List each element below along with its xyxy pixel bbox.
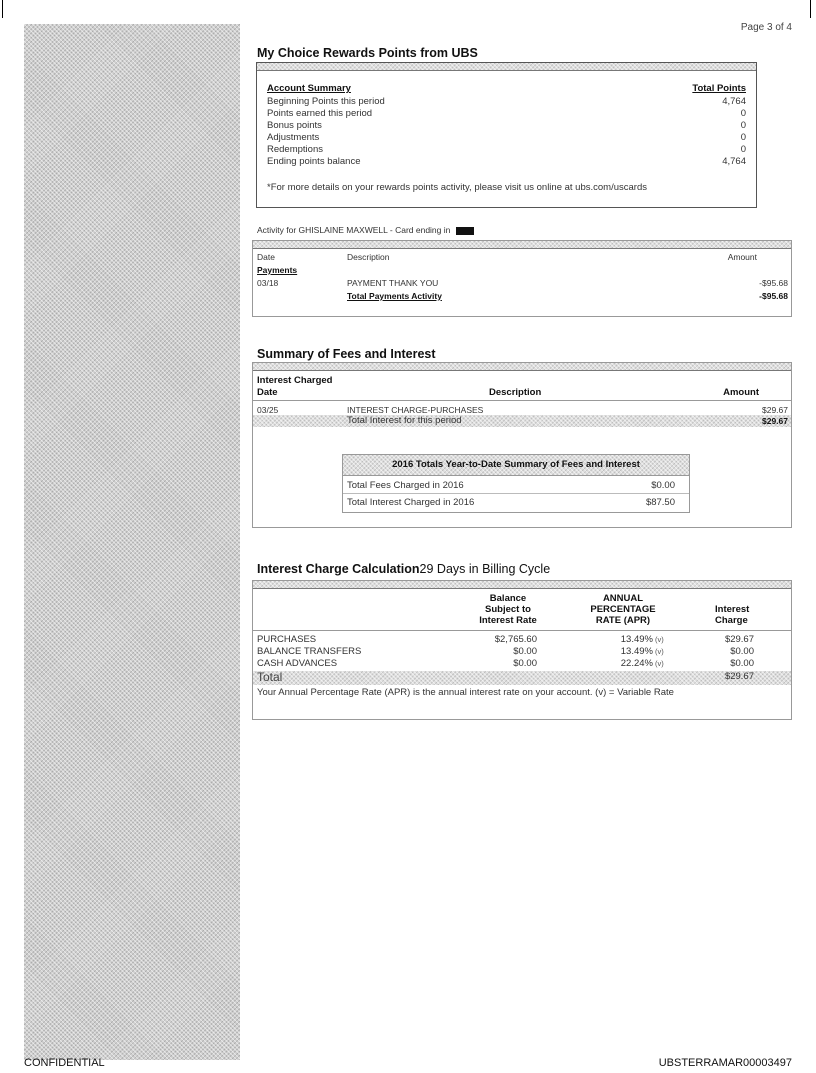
activity-total-label: Total Payments Activity <box>347 291 442 301</box>
calc-total-band <box>253 671 791 685</box>
calc-row-label: CASH ADVANCES <box>257 658 338 669</box>
fees-group-label: Interest Charged <box>257 375 333 386</box>
rewards-header-left: Account Summary <box>267 83 351 94</box>
fees-box <box>252 362 792 528</box>
col-charge-line: Charge <box>715 615 748 626</box>
activity-caption <box>257 225 474 235</box>
fees-header-divider <box>253 400 791 401</box>
rewards-row-label: Ending points balance <box>267 156 361 167</box>
calc-row-apr: 22.24% <box>620 658 653 669</box>
activity-box <box>252 240 792 317</box>
activity-header-bar <box>253 241 791 249</box>
calc-row-balance: $0.00 <box>513 646 537 657</box>
calc-row-label: PURCHASES <box>257 634 317 645</box>
activity-row-amount: -$95.68 <box>759 278 788 288</box>
ytd-divider <box>343 493 689 494</box>
fees-col-date: Date <box>257 387 278 398</box>
rewards-row-label: Redemptions <box>267 144 323 155</box>
footer-bates-number: UBSTERRAMAR00003497 <box>658 1057 792 1069</box>
redacted-card-number <box>456 227 474 235</box>
rewards-row-label: Points earned this period <box>267 108 373 119</box>
ytd-row-label: Total Interest Charged in 2016 <box>347 497 475 508</box>
activity-section-payments: Payments <box>257 265 298 275</box>
col-balance-line: Interest Rate <box>479 615 537 626</box>
calc-row-apr: 13.49% <box>620 646 653 657</box>
rewards-box <box>256 62 757 208</box>
rewards-row-value: 0 <box>740 144 746 155</box>
fees-title: Summary of Fees and Interest <box>257 347 436 361</box>
interest-calc-box <box>252 580 792 720</box>
fees-row-date: 03/25 <box>257 405 279 415</box>
rewards-title: My Choice Rewards Points from UBS <box>257 46 478 60</box>
calc-row-charge: $0.00 <box>730 646 754 657</box>
page-number: Page 3 of 4 <box>740 22 792 33</box>
col-balance-header <box>463 593 553 626</box>
footer-confidential: CONFIDENTIAL <box>24 1057 105 1069</box>
calc-total-label: Total <box>257 670 283 684</box>
fees-row-amount: $29.67 <box>762 405 788 415</box>
calc-row-label: BALANCE TRANSFERS <box>257 646 362 657</box>
col-apr-line: ANNUAL <box>602 593 644 604</box>
rewards-row-value: 4,764 <box>722 156 746 167</box>
calc-row-charge: $0.00 <box>730 658 754 669</box>
interest-calc-subtitle: 29 Days in Billing Cycle <box>419 562 551 576</box>
rewards-row-label: Bonus points <box>267 120 322 131</box>
side-panel-pattern <box>24 24 240 1060</box>
rewards-row-label: Adjustments <box>267 132 320 143</box>
ytd-row-value: $0.00 <box>651 480 675 491</box>
right-edge-mark <box>810 0 811 18</box>
col-apr-line: RATE (APR) <box>595 615 651 626</box>
rewards-row-value: 0 <box>740 108 746 119</box>
fees-row-description: INTEREST CHARGE-PURCHASES <box>347 405 484 415</box>
rewards-row-value: 0 <box>740 120 746 131</box>
interest-calc-header-bar <box>253 581 791 589</box>
interest-calc-title-line <box>257 562 550 576</box>
rewards-note: *For more details on your rewards points activity, please visit us online at ubs.com/uscards <box>267 182 647 193</box>
interest-calc-title: Interest Charge Calculation <box>257 562 420 576</box>
interest-calc-header-divider <box>253 630 791 631</box>
fees-total-amount: $29.67 <box>762 416 788 426</box>
calc-row-balance: $0.00 <box>513 658 537 669</box>
col-apr-line: PERCENTAGE <box>590 604 656 615</box>
activity-col-description: Description <box>347 252 390 262</box>
fees-total-label: Total Interest for this period <box>347 415 462 426</box>
activity-col-amount: Amount <box>727 252 757 262</box>
col-balance-line: Subject to <box>485 604 531 615</box>
activity-col-date: Date <box>257 252 275 262</box>
calc-total-charge: $29.67 <box>724 671 754 682</box>
calc-row-flag: (v) <box>655 659 664 668</box>
fees-col-description: Description <box>489 387 542 398</box>
activity-row-date: 03/18 <box>257 278 279 288</box>
activity-total-amount: -$95.68 <box>759 291 788 301</box>
left-edge-mark <box>2 0 3 18</box>
fees-total-band <box>253 415 791 427</box>
rewards-row-label: Beginning Points this period <box>267 96 385 107</box>
col-charge-header <box>715 604 749 626</box>
rewards-row-value: 0 <box>740 132 746 143</box>
ytd-summary-box <box>342 454 690 513</box>
activity-row-description: PAYMENT THANK YOU <box>347 278 439 288</box>
calc-row-charge: $29.67 <box>724 634 754 645</box>
col-charge-line: Interest <box>715 604 750 615</box>
rewards-header-bar <box>257 63 756 71</box>
fees-header-bar <box>253 363 791 371</box>
rewards-row-value: 4,764 <box>722 96 746 107</box>
fees-col-amount: Amount <box>723 387 759 398</box>
col-balance-line: Balance <box>489 593 527 604</box>
rewards-header-right: Total Points <box>692 83 746 94</box>
calc-row-flag: (v) <box>655 647 664 656</box>
ytd-row-label: Total Fees Charged in 2016 <box>347 480 464 491</box>
calc-row-flag: (v) <box>655 635 664 644</box>
interest-calc-note: Your Annual Percentage Rate (APR) is the annual interest rate on your account. (v) = Variable Rate <box>257 687 674 698</box>
col-apr-header <box>573 593 673 626</box>
activity-caption-text: Activity for GHISLAINE MAXWELL - Card ending in <box>257 225 451 235</box>
ytd-row-value: $87.50 <box>645 497 675 508</box>
ytd-title: 2016 Totals Year-to-Date Summary of Fees and Interest <box>343 455 689 476</box>
calc-row-balance: $2,765.60 <box>494 634 537 645</box>
calc-row-apr: 13.49% <box>620 634 653 645</box>
